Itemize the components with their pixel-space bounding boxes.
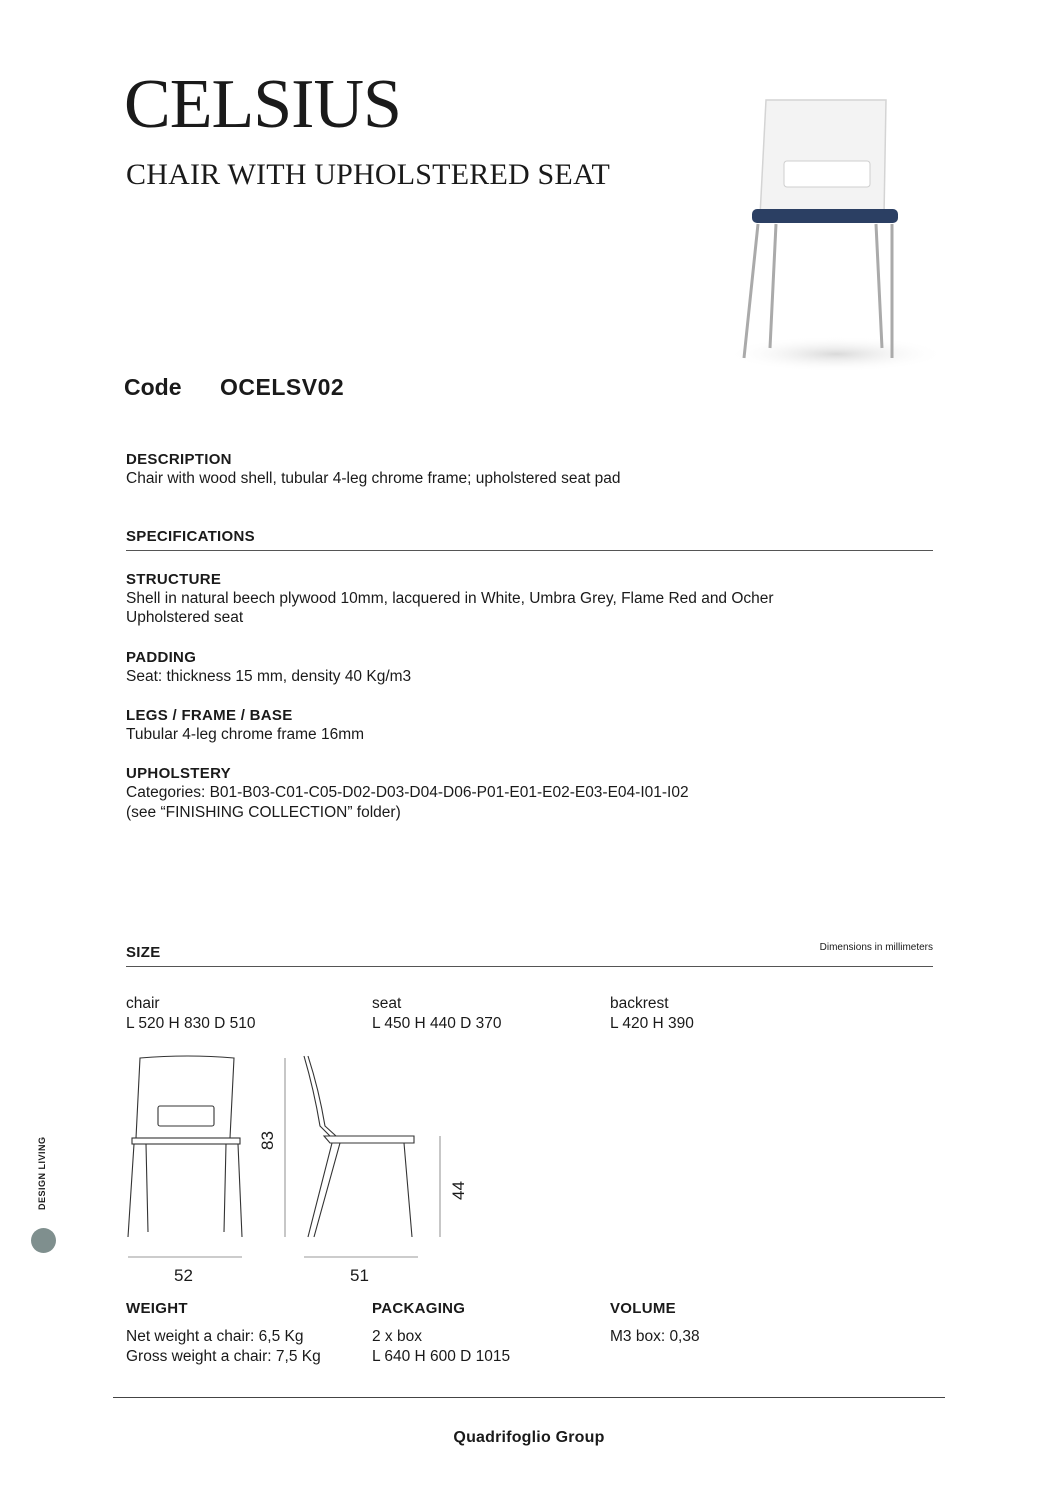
seat-dim-value: L 450 H 440 D 370 [372,1015,502,1032]
weight-line: Gross weight a chair: 7,5 Kg [126,1348,321,1365]
section-indicator-dot [31,1228,56,1253]
code-label: Code [124,374,182,400]
product-title: CELSIUS [124,66,401,143]
upholstery-line: Categories: B01-B03-C01-C05-D02-D03-D04-D06-P01-E01-E02-E03-E04-I01-I02 [126,784,689,801]
depth-dimension-label: 51 [350,1266,369,1285]
upholstery-heading: UPHOLSTERY [126,765,231,782]
legs-heading: LEGS / FRAME / BASE [126,707,293,724]
backrest-shell [760,100,886,216]
specifications-divider [126,550,933,551]
side-view-drawing [304,1056,414,1237]
product-subtitle: CHAIR WITH UPHOLSTERED SEAT [126,158,611,191]
chair-dim-value: L 520 H 830 D 510 [126,1015,256,1032]
weight-heading: WEIGHT [126,1300,188,1317]
packaging-line: 2 x box [372,1328,422,1345]
weight-line: Net weight a chair: 6,5 Kg [126,1328,304,1345]
description-text: Chair with wood shell, tubular 4-leg chrome frame; upholstered seat pad [126,470,621,487]
specifications-heading: SPECIFICATIONS [126,528,255,545]
packaging-heading: PACKAGING [372,1300,466,1317]
size-unit-note: Dimensions in millimeters [819,942,933,953]
seat-pad [752,209,898,223]
description-heading: DESCRIPTION [126,451,232,468]
width-dimension-label: 52 [174,1266,193,1285]
padding-heading: PADDING [126,649,197,666]
structure-heading: STRUCTURE [126,571,222,588]
code-value: OCELSV02 [220,374,345,400]
packaging-line: L 640 H 600 D 1015 [372,1348,511,1365]
technical-drawing [118,1050,478,1265]
front-view-drawing [128,1056,242,1237]
backrest-handle-cutout [784,161,870,187]
size-divider [126,966,933,967]
volume-heading: VOLUME [610,1300,676,1317]
upholstery-line: (see “FINISHING COLLECTION” folder) [126,804,401,821]
footer-brand: Quadrifoglio Group [453,1429,605,1446]
product-image [716,86,956,376]
footer-divider [113,1397,945,1398]
backrest-dim-value: L 420 H 390 [610,1015,694,1032]
floor-shadow [726,336,946,372]
structure-line: Shell in natural beech plywood 10mm, lacquered in White, Umbra Grey, Flame Red and Ocher [126,590,774,607]
height-dimension-label: 83 [258,1131,277,1150]
side-section-label: DESIGN LIVING [37,1136,47,1210]
chair-dim-label: chair [126,995,160,1012]
padding-line: Seat: thickness 15 mm, density 40 Kg/m3 [126,668,412,685]
legs-line: Tubular 4-leg chrome frame 16mm [126,726,365,743]
seat-height-dimension-label: 44 [449,1181,468,1200]
volume-line: M3 box: 0,38 [610,1328,700,1345]
backrest-dim-label: backrest [610,995,669,1012]
seat-dim-label: seat [372,995,402,1012]
structure-line: Upholstered seat [126,609,244,626]
size-heading: SIZE [126,944,161,961]
